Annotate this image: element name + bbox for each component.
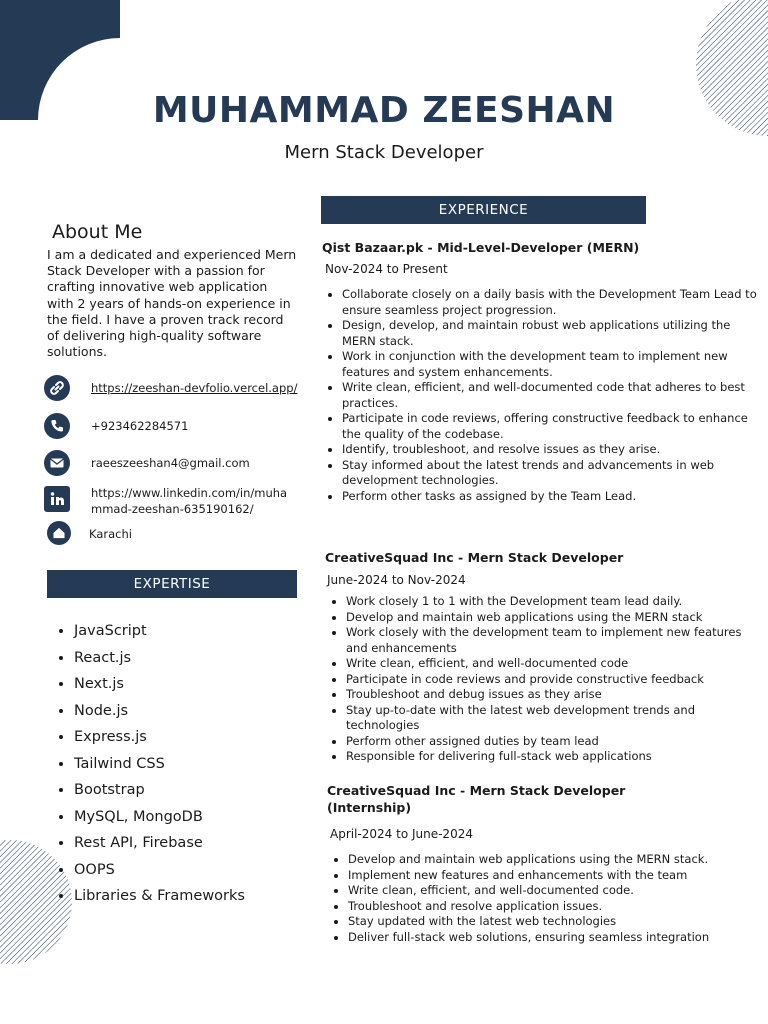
job-duties <box>322 287 762 504</box>
list-item: • Collaborate closely on a daily basis with the Development Team Lead to ensure seamless project progression. <box>342 287 762 318</box>
list-item: • OOPS <box>74 857 245 884</box>
list-item: • Identify, troubleshoot, and resolve issues as they arise. <box>342 442 762 458</box>
list-item: • Express.js <box>74 724 245 751</box>
job-date: June-2024 to Nov-2024 <box>327 573 466 587</box>
list-item: • JavaScript <box>74 618 245 645</box>
job-date: Nov-2024 to Present <box>325 262 448 276</box>
list-item: • Perform other assigned duties by team lead <box>346 734 766 750</box>
skills-list <box>52 618 245 910</box>
list-item: • Develop and maintain web applications using the MERN stack <box>346 610 766 626</box>
about-paragraph: I am a dedicated and experienced Mern Stack Developer with a passion for crafting innovative web application with 2 years of hands-on experience in the field. I have a proven track record of delivering high-quality software solutions. <box>47 247 297 360</box>
list-item: • Participate in code reviews and provide constructive feedback <box>346 672 766 688</box>
expertise-heading: EXPERTISE <box>47 570 297 598</box>
list-item: • Troubleshoot and resolve application issues. <box>348 899 768 915</box>
website-link[interactable]: https://zeeshan-devfolio.vercel.app/ <box>91 381 298 395</box>
candidate-role: Mern Stack Developer <box>284 142 484 163</box>
about-heading: About Me <box>52 221 143 243</box>
list-item: • Write clean, efficient, and well-documented code <box>346 656 766 672</box>
list-item: • Work closely with the development team to implement new features and enhancements <box>346 625 766 656</box>
list-item: • Node.js <box>74 698 245 725</box>
job-title: CreativeSquad Inc - Mern Stack Developer (Internship) <box>327 783 626 815</box>
list-item: • MySQL, MongoDB <box>74 804 245 831</box>
list-item: • Work closely 1 to 1 with the Development team lead daily. <box>346 594 766 610</box>
phone-number: +923462284571 <box>91 419 189 433</box>
job-title: Qist Bazaar.pk - Mid-Level-Developer (MERN) <box>322 240 640 255</box>
list-item: • Libraries & Frameworks <box>74 883 245 910</box>
job-title: CreativeSquad Inc - Mern Stack Developer <box>325 550 624 565</box>
phone-icon <box>44 413 70 439</box>
list-item: • Deliver full-stack web solutions, ensuring seamless integration <box>348 930 768 946</box>
list-item: • Perform other tasks as assigned by the Team Lead. <box>342 489 762 505</box>
list-item: • Stay up-to-date with the latest web development trends and technologies <box>346 703 766 734</box>
list-item: • Write clean, efficient, and well-documented code. <box>348 883 768 899</box>
list-item: • React.js <box>74 645 245 672</box>
list-item: • Tailwind CSS <box>74 751 245 778</box>
linkedin-url[interactable]: https://www.linkedin.com/in/muhammad-zeeshan-635190162/ <box>91 486 288 516</box>
list-item: • Responsible for delivering full-stack web applications <box>346 749 766 765</box>
home-icon <box>47 521 71 545</box>
mail-icon <box>44 450 70 476</box>
job-duties <box>326 594 766 765</box>
list-item: • Stay informed about the latest trends and advancements in web development technologies. <box>342 458 762 489</box>
experience-heading: EXPERIENCE <box>321 196 646 224</box>
linkedin-icon <box>44 486 70 512</box>
list-item: • Work in conjunction with the development team to implement new features and system enhancements. <box>342 349 762 380</box>
list-item: • Rest API, Firebase <box>74 830 245 857</box>
list-item: • Troubleshoot and debug issues as they arise <box>346 687 766 703</box>
list-item: • Stay updated with the latest web technologies <box>348 914 768 930</box>
list-item: • Implement new features and enhancements with the team <box>348 868 768 884</box>
link-icon <box>44 375 70 401</box>
list-item: • Participate in code reviews, offering constructive feedback to enhance the quality of the codebase. <box>342 411 762 442</box>
list-item: • Next.js <box>74 671 245 698</box>
candidate-name: MUHAMMAD ZEESHAN <box>152 90 616 131</box>
list-item: • Design, develop, and maintain robust web applications utilizing the MERN stack. <box>342 318 762 349</box>
email-address: raeeszeeshan4@gmail.com <box>91 456 250 470</box>
job-date: April-2024 to June-2024 <box>330 827 473 841</box>
list-item: • Bootstrap <box>74 777 245 804</box>
list-item: • Write clean, efficient, and well-documented code that adheres to best practices. <box>342 380 762 411</box>
location: Karachi <box>89 527 132 541</box>
job-duties <box>328 852 768 945</box>
list-item: • Develop and maintain web applications using the MERN stack. <box>348 852 768 868</box>
